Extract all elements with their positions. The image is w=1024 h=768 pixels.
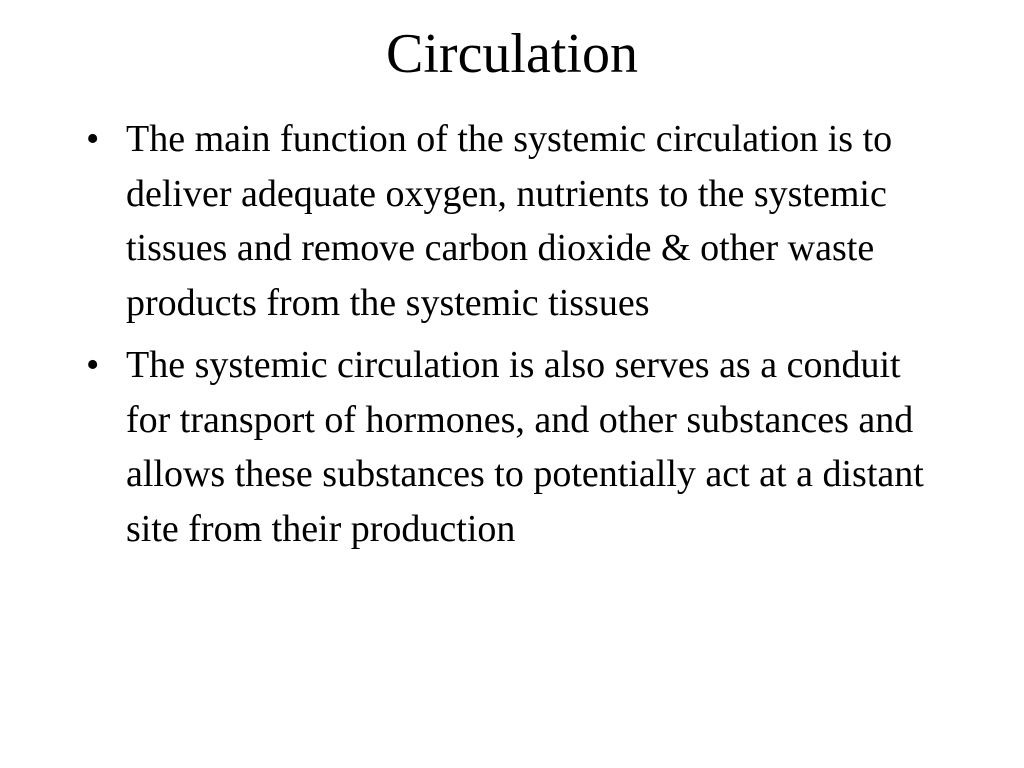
- bullet-marker: •: [86, 118, 100, 160]
- slide-title: Circulation: [386, 23, 638, 85]
- bullet-marker: •: [86, 344, 100, 386]
- bullet-list: [86, 112, 946, 564]
- bullet-item: [86, 338, 946, 556]
- bullet-text: The systemic circulation is also serves as a conduit for transport of hormones, and other substances and allows these substances to potentially act at a distant site from their production: [126, 344, 924, 550]
- bullet-text: The main function of the systemic circulation is to deliver adequate oxygen, nutrients to the systemic tissues and remove carbon dioxide & other waste products from the systemic tissues: [126, 118, 893, 324]
- bullet-item: [86, 112, 946, 330]
